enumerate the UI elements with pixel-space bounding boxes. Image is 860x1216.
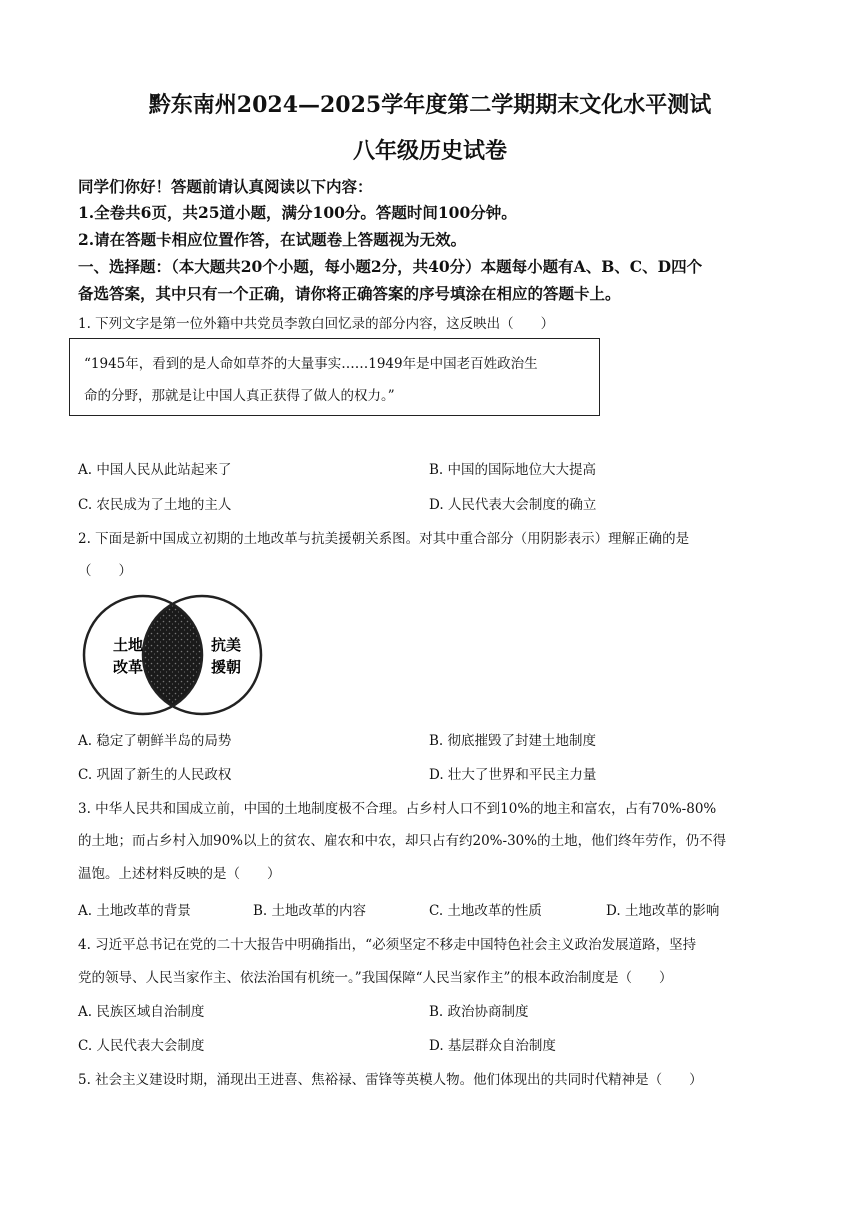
instructions-greeting: 同学们你好！答题前请认真阅读以下内容：	[78, 177, 373, 196]
question-1-option-d[interactable]: D. 人民代表大会制度的确立	[429, 497, 597, 513]
question-3-stem: 3. 中华人民共和国成立前，中国的土地制度极不合理。占乡村人口不到10%的地主和富农，占有70%-80%	[78, 801, 717, 817]
question-4-stem: 4. 习近平总书记在党的二十大报告中明确指出，“必须坚定不移走中国特色社会主义政治发展道路，坚持	[78, 937, 697, 953]
question-4-option-a[interactable]: A. 民族区域自治制度	[78, 1004, 205, 1020]
question-2-option-a[interactable]: A. 稳定了朝鲜半岛的局势	[78, 733, 232, 749]
question-5-stem: 5. 社会主义建设时期，涌现出王进喜、焦裕禄、雷锋等英模人物。他们体现出的共同时代精神是（ ）	[78, 1072, 703, 1088]
venn-right-label-2: 援朝	[210, 658, 242, 676]
question-2-stem-cont: （ ）	[78, 563, 132, 579]
question-1-option-a[interactable]: A. 中国人民从此站起来了	[78, 462, 232, 478]
venn-diagram	[78, 590, 283, 720]
venn-left-label-2: 改革	[112, 658, 144, 676]
exam-subtitle: 八年级历史试卷	[352, 138, 507, 164]
venn-left-label-1: 土地	[112, 636, 144, 654]
question-1-stem: 1. 下列文字是第一位外籍中共党员李敦白回忆录的部分内容，这反映出（ ）	[78, 316, 555, 332]
question-4-stem-cont: 党的领导、人民当家作主、依法治国有机统一。”我国保障“人民当家作主”的根本政治制度是（ ）	[78, 970, 673, 986]
quote-line-2: 命的分野，那就是让中国人真正获得了做人的权力。”	[84, 388, 395, 404]
question-3-option-b[interactable]: B. 土地改革的内容	[253, 903, 367, 919]
question-3-option-d[interactable]: D. 土地改革的影响	[606, 903, 720, 919]
question-1-option-c[interactable]: C. 农民成为了土地的主人	[78, 497, 232, 513]
question-4-option-c[interactable]: C. 人民代表大会制度	[78, 1038, 205, 1054]
quote-line-1: “1945年，看到的是人命如草芥的大量事实……1949年是中国老百姓政治生	[84, 356, 538, 372]
instructions-rule-1: 1.全卷共6页，共25道小题，满分100分。答题时间100分钟。	[78, 203, 517, 222]
question-4-option-b[interactable]: B. 政治协商制度	[429, 1004, 529, 1020]
section-heading: 一、选择题：（本大题共20个小题，每小题2分，共40分）本题每小题有A、B、C、D四个	[78, 257, 703, 276]
question-4-option-d[interactable]: D. 基层群众自治制度	[429, 1038, 556, 1054]
question-3-stem-cont-2: 温饱。上述材料反映的是（ ）	[78, 866, 281, 882]
question-3-option-c[interactable]: C. 土地改革的性质	[429, 903, 542, 919]
question-3-stem-cont-1: 的土地；而占乡村入加90%以上的贫农、雇农和中农，却只占有约20%-30%的土地，他们终年劳作，仍不得	[78, 833, 727, 849]
exam-title: 黔东南州2024—2025学年度第二学期期末文化水平测试	[148, 92, 712, 118]
venn-right-label-1: 抗美	[210, 636, 242, 654]
question-2-option-d[interactable]: D. 壮大了世界和平民主力量	[429, 767, 597, 783]
question-2-stem: 2. 下面是新中国成立初期的土地改革与抗美援朝关系图。对其中重合部分（用阴影表示）理解正确的是	[78, 531, 690, 547]
question-2-option-b[interactable]: B. 彻底摧毁了封建土地制度	[429, 733, 597, 749]
question-2-option-c[interactable]: C. 巩固了新生的人民政权	[78, 767, 232, 783]
section-heading-cont: 备选答案，其中只有一个正确，请你将正确答案的序号填涂在相应的答题卡上。	[78, 284, 621, 303]
question-3-option-a[interactable]: A. 土地改革的背景	[78, 903, 191, 919]
question-1-option-b[interactable]: B. 中国的国际地位大大提高	[429, 462, 597, 478]
instructions-rule-2: 2.请在答题卡相应位置作答，在试题卷上答题视为无效。	[78, 230, 467, 249]
question-1-quote-box	[69, 338, 600, 416]
